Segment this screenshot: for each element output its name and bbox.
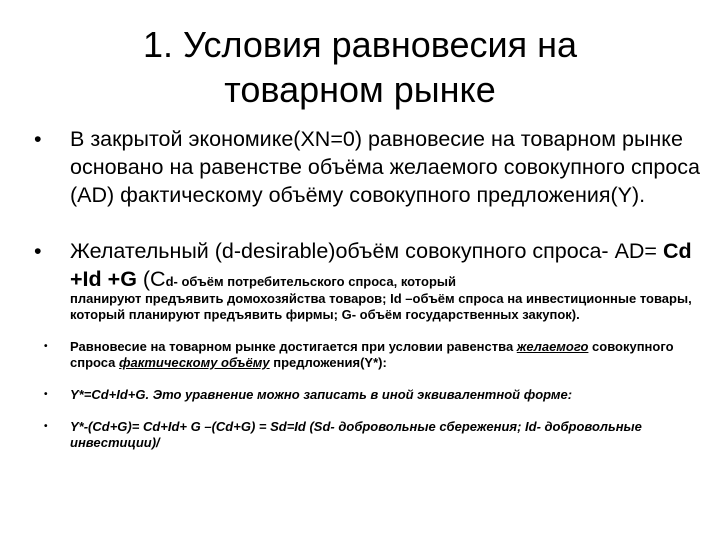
bullet-text-part: (C bbox=[136, 267, 166, 291]
sub-bullet-equilibrium bbox=[44, 339, 704, 371]
bullet-desired-demand bbox=[34, 237, 704, 293]
sub-bullet-savings bbox=[44, 419, 704, 451]
bullet-marker: • bbox=[34, 127, 42, 151]
bullet-marker: • bbox=[34, 239, 42, 263]
slide-title bbox=[60, 22, 660, 112]
text-part: Равновесие на товарном рынке достигается при условии равенства bbox=[70, 339, 517, 354]
sub-bullet-text bbox=[44, 339, 704, 371]
bullet-small-text: d- объём потребительского спроса, который bbox=[165, 274, 456, 289]
sub-bullet-equation bbox=[44, 387, 704, 403]
bullet-closed-economy bbox=[34, 125, 704, 209]
sub-bullet-text: Y*=Cd+Id+G. Это уравнение можно записать в иной эквивалентной форме: bbox=[70, 387, 573, 402]
underlined-text: желаемого bbox=[516, 339, 589, 354]
title-line-1: 1. Условия равновесия на bbox=[143, 24, 577, 65]
bullet-text-part: Желательный (d-desirable)объём совокупного спроса- AD= bbox=[70, 239, 663, 263]
bullet-marker: • bbox=[44, 341, 48, 352]
bullet-marker: • bbox=[44, 389, 48, 400]
sub-bullet-text: Y*-(Cd+G)= Cd+Id+ G –(Cd+G) = Sd=Id (Sd- добровольные сбережения; Id- добровольные инвестиции)/ bbox=[70, 419, 642, 450]
bullet-marker: • bbox=[44, 421, 48, 432]
bullet-continuation: планируют предъявить домохозяйства товаров; Id –объём спроса на инвестиционные товары, который планируют предъявить фирмы; G- объём государственных закупок). bbox=[70, 291, 692, 322]
ad-formula: Cd +Id +G bbox=[70, 239, 692, 291]
title-line-2: товарном рынке bbox=[224, 69, 496, 110]
text-part: предложения(Y*): bbox=[269, 355, 387, 370]
text-part: совокупного спроса bbox=[70, 339, 674, 370]
underlined-text: фактическому объёму bbox=[119, 355, 270, 370]
bullet-text: В закрытой экономике(XN=0) равновесие на товарном рынке основано на равенстве объёма желаемого совокупного спроса (AD) фактическому объёму совокупного предложения(Y). bbox=[70, 127, 700, 207]
bullet-text bbox=[34, 237, 704, 293]
